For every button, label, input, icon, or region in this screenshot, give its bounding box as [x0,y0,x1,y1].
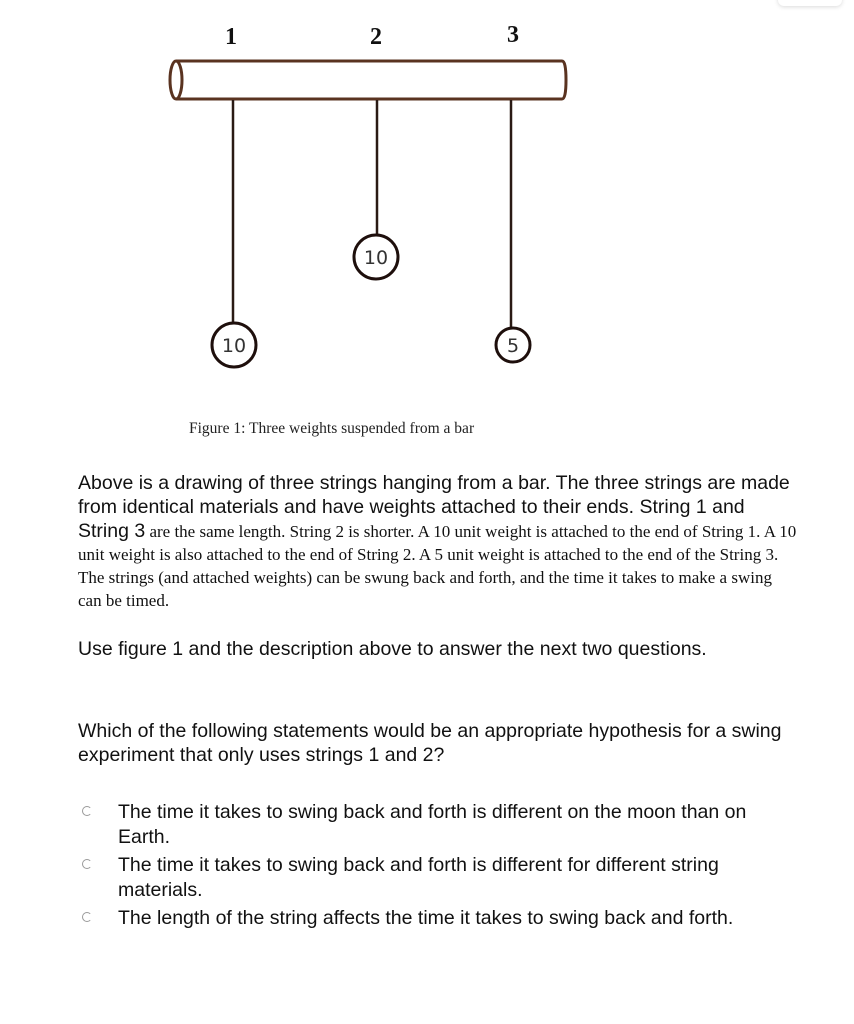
radio-button-icon[interactable] [82,912,92,922]
answer-option[interactable] [78,800,798,850]
bar [170,61,566,99]
weight-3-label: 5 [506,335,520,357]
answer-option-label: The time it takes to swing back and forth is different for different string materials. [118,854,719,901]
instruction-text: Use figure 1 and the description above to answer the next two questions. [78,638,707,660]
question-text: Which of the following statements would be an appropriate hypothesis for a swing experiment that only uses strings 1 and 2? [78,720,782,766]
string-label-2: 2 [370,24,382,50]
string-label-3: 3 [507,22,519,48]
answer-option-label: The length of the string affects the time it takes to swing back and forth. [118,907,734,929]
figure-caption: Figure 1: Three weights suspended from a bar [189,420,475,437]
description-serif-text: are the same length. String 2 is shorter. A 10 unit weight is attached to the end of String 1. A 10 unit weight is also attached to the end of String 2. A 5 unit weight is attached to the end of the String 3. The strings (and attached weights) can be swung back and forth, and the time it takes to make a swing can be timed. [78,522,797,610]
answer-options [78,800,798,934]
weight-2 [354,235,398,279]
weight-1-label: 10 [221,335,247,357]
radio-button-icon[interactable] [82,859,92,869]
description-paragraph [78,471,798,612]
string-label-1: 1 [225,24,237,50]
radio-button-icon[interactable] [82,806,92,816]
weight-1 [212,323,256,367]
weight-3 [496,328,530,362]
weight-2-label: 10 [363,247,389,269]
pendulum-figure [0,0,854,460]
answer-option[interactable] [78,906,798,931]
description-sans-text: Above is a drawing of three strings hanging from a bar. The three strings are made from identical materials and have weights attached to their ends. String 1 and String 3 [78,472,790,542]
answer-option-label: The time it takes to swing back and forth is different on the moon than on Earth. [118,801,747,848]
answer-option[interactable] [78,853,798,903]
